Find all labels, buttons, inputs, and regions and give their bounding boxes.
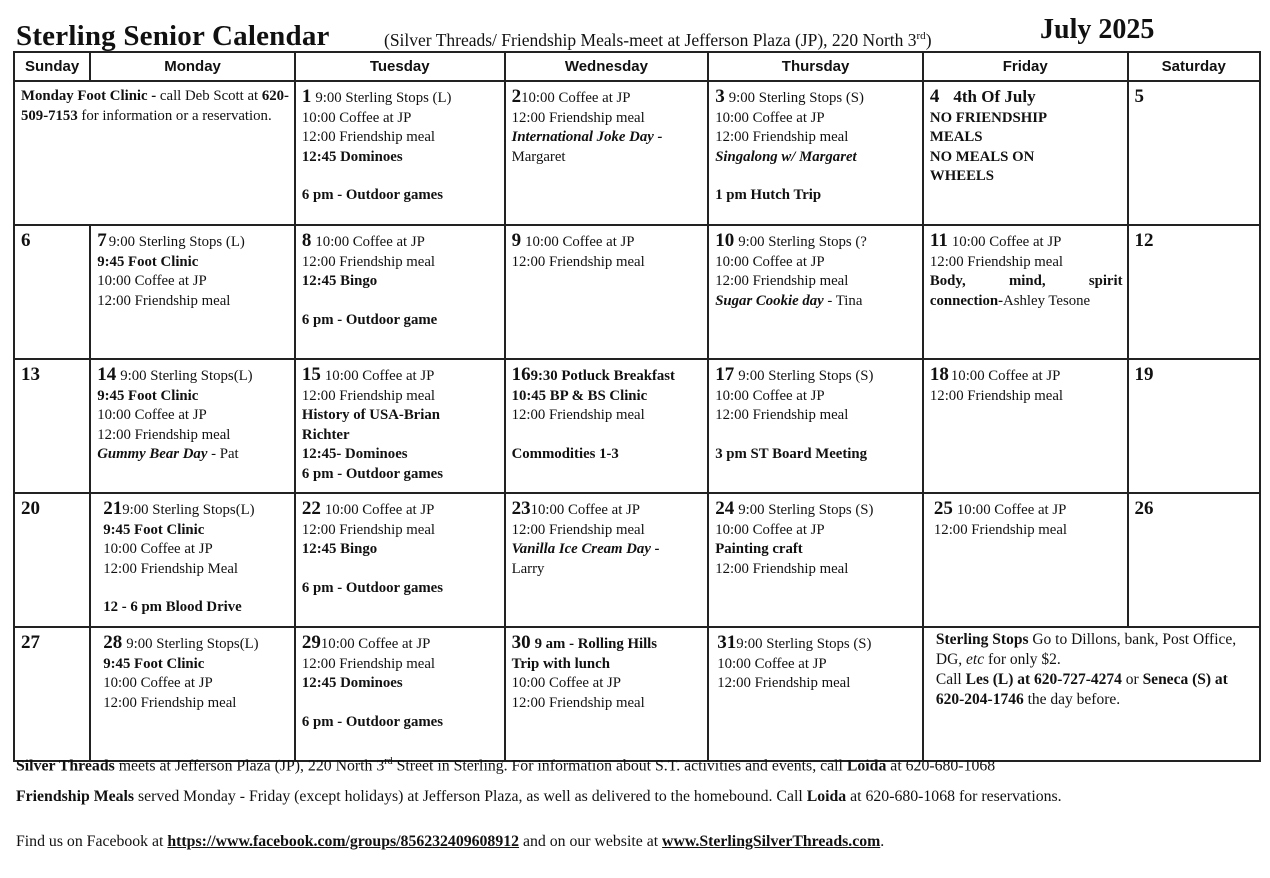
holiday-label: 4th Of July (953, 87, 1036, 106)
info-text: Call (935, 671, 966, 688)
event: 12:00 Friendship Meal (103, 560, 239, 577)
event: 10:00 Coffee at JP (715, 109, 825, 126)
event: Vanilla Ice Cream Day - (511, 541, 660, 557)
day-number: 17 (715, 364, 735, 385)
event: 9 am - Rolling Hills (534, 636, 658, 652)
event: 10:00 Coffee at JP (103, 675, 213, 691)
event: 9:45 Foot Clinic (97, 253, 199, 270)
day-number: 20 (21, 498, 40, 519)
day-cell-13 (14, 359, 90, 493)
event: 10:00 Coffee at JP (715, 387, 825, 404)
day-number: 3 (715, 86, 725, 107)
sterling-stops-info (923, 627, 1260, 761)
day-number: 8 (301, 230, 312, 251)
event: 12:45- Dominoes (301, 446, 408, 462)
day-cell-20 (14, 493, 90, 627)
day-number: 12 (1134, 230, 1154, 251)
event: MEALS (929, 129, 983, 145)
footer-text: at 620-680-1068 (886, 757, 996, 775)
month-title: July 2025 (1040, 14, 1155, 45)
event: 9:00 Sterling Stops(L) (126, 636, 259, 652)
note-text-1: call Deb Scott at (156, 88, 262, 104)
calendar-grid (13, 51, 1261, 762)
day-cell-31 (708, 627, 923, 761)
day-cell-22 (295, 493, 505, 627)
event: 10:00 Coffee at JP (715, 521, 825, 538)
day-cell-25 (923, 493, 1128, 627)
day-cell-28 (90, 627, 295, 761)
day-cell-12 (1128, 225, 1260, 359)
event: 10:00 Coffee at JP (950, 368, 1061, 384)
event: 12:00 Friendship meal (929, 387, 1064, 404)
event: NO FRIENDSHIP (929, 109, 1048, 126)
day-cell-7 (90, 225, 295, 359)
event: 12:00 Friendship meal (511, 521, 645, 538)
day-cell-21 (90, 493, 295, 627)
event: 9:45 Foot Clinic (103, 521, 205, 538)
day-cell-23 (505, 493, 709, 627)
subtitle-text: (Silver Threads/ Friendship Meals-meet at Jefferson Plaza (JP), 220 North 3 (384, 30, 917, 50)
day-number: 30 (511, 632, 531, 653)
event: 12:00 Friendship meal (97, 426, 231, 443)
facebook-link[interactable]: https://www.facebook.com/groups/856232409608912 (167, 833, 520, 850)
day-cell-3 (708, 81, 923, 225)
event: 9:45 Foot Clinic (97, 387, 199, 404)
day-number: 21 (103, 498, 123, 519)
event: 3 pm ST Board Meeting (715, 445, 868, 462)
weekday-tuesday: Tuesday (295, 52, 505, 81)
event: Trip with lunch (511, 655, 610, 672)
event: Sugar Cookie day (715, 292, 824, 309)
day-number: 18 (929, 364, 949, 385)
event: 6 pm - Outdoor games (301, 713, 444, 730)
week-row-2 (14, 225, 1260, 359)
day-number: 16 (511, 364, 531, 385)
footer-text: and on our website at (519, 833, 663, 850)
page-title: Sterling Senior Calendar (16, 20, 330, 52)
day-cell-24 (708, 493, 923, 627)
info-phone-les: Les (L) at 620-727-4274 (965, 671, 1122, 688)
weekday-saturday: Saturday (1128, 52, 1260, 81)
footer-sup: rd (384, 756, 393, 767)
event: 10:00 Coffee at JP (301, 109, 412, 126)
event: 12:00 Friendship meal (301, 387, 436, 404)
event: 10:00 Coffee at JP (315, 234, 425, 250)
event: 9:00 Sterling Stops (S) (738, 502, 874, 518)
event: 12:00 Friendship meal (715, 407, 849, 423)
event: 10:00 Coffee at JP (103, 541, 213, 557)
subtitle-sup: rd (916, 30, 926, 43)
day-cell-4 (923, 81, 1128, 225)
weekday-friday: Friday (923, 52, 1128, 81)
day-cell-5 (1128, 81, 1260, 225)
day-number: 5 (1134, 86, 1145, 107)
event: 9:00 Sterling Stops (L) (108, 234, 245, 250)
day-number: 14 (97, 364, 117, 385)
event: Richter (301, 426, 350, 443)
day-number: 24 (715, 498, 735, 519)
event: connection- (929, 292, 1004, 309)
event: Body, mind, spirit (929, 273, 1123, 289)
day-number: 27 (21, 632, 40, 653)
day-cell-19 (1128, 359, 1260, 493)
note-bold: Monday Foot Clinic - (21, 88, 157, 104)
week-row-3 (14, 359, 1260, 493)
day-number: 10 (715, 230, 735, 251)
event: 10:00 Coffee at JP (951, 234, 1062, 250)
day-cell-17 (708, 359, 923, 493)
event: 12:00 Friendship meal (301, 129, 436, 145)
weekday-thursday: Thursday (708, 52, 923, 81)
day-cell-30 (505, 627, 709, 761)
event-host: - Pat (207, 446, 239, 462)
event: Painting craft (715, 541, 803, 557)
event: Singalong w/ Margaret (715, 148, 857, 165)
event: 10:00 Coffee at JP (511, 675, 622, 691)
weekday-monday: Monday (90, 52, 295, 81)
footer-text: served Monday - Friday (except holidays) at Jefferson Plaza, as well as delivered to the homebound. Call (134, 788, 807, 805)
event: 9:00 Sterling Stops (? (738, 234, 867, 250)
footer-text: at 620-680-1068 for reservations. (846, 788, 1062, 805)
event: 12 - 6 pm Blood Drive (103, 599, 242, 615)
day-cell-8 (295, 225, 505, 359)
info-etc: etc (966, 651, 985, 668)
event: Commodities 1-3 (511, 445, 619, 462)
note-phone: 620- 509-7153 (21, 88, 289, 124)
day-number: 7 (97, 230, 107, 251)
weekday-sunday: Sunday (14, 52, 90, 81)
footer-bold: Loida (806, 788, 847, 805)
footer-bold: Loida (846, 757, 887, 775)
footer-links (16, 833, 884, 851)
day-number: 28 (103, 632, 123, 653)
info-phone-seneca: Seneca (S) at 620-204-1746 (935, 671, 1228, 708)
footer-friendship-meals (16, 788, 1062, 806)
day-cell-18 (923, 359, 1128, 493)
footer-text: . (880, 833, 885, 850)
day-cell-11 (923, 225, 1128, 359)
info-text: for only $2. (984, 651, 1061, 668)
event: 12:00 Friendship meal (715, 273, 849, 289)
day-number: 2 (511, 86, 522, 107)
event: 10:00 Coffee at JP (97, 407, 207, 423)
event: 12:00 Friendship meal (97, 292, 231, 309)
day-number: 1 (301, 86, 312, 107)
event: International Joke Day - (511, 129, 663, 145)
event: 12:00 Friendship meal (511, 694, 645, 711)
event: 10:00 Coffee at JP (324, 368, 435, 384)
day-cell-26 (1128, 493, 1260, 627)
event: 12:00 Friendship meal (301, 521, 436, 538)
day-cell-10 (708, 225, 923, 359)
event: 10:00 Coffee at JP (97, 273, 207, 289)
event: WHEELS (929, 168, 995, 184)
event: 12:00 Friendship meal (717, 675, 851, 691)
day-cell-27 (14, 627, 90, 761)
day-number: 29 (301, 632, 321, 653)
day-number: 23 (511, 498, 531, 519)
event: 9:00 Sterling Stops (S) (738, 368, 874, 384)
day-number: 4 (929, 86, 940, 107)
event: Gummy Bear Day (97, 446, 208, 462)
event: 9:00 Sterling Stops (S) (736, 636, 872, 652)
event: 10:00 Coffee at JP (525, 234, 635, 250)
note-text-2: for information or a reservation. (77, 107, 272, 124)
event-host: Ashley Tesone (1003, 292, 1091, 309)
event: 12:00 Friendship meal (933, 521, 1068, 538)
info-bold: Sterling Stops (935, 631, 1029, 648)
event: 10:00 Coffee at JP (715, 253, 825, 270)
day-number: 15 (301, 364, 321, 385)
day-number: 6 (21, 230, 31, 251)
event: 12:00 Friendship meal (511, 407, 645, 423)
event: 12:45 Dominoes (301, 675, 403, 691)
day-number: 13 (21, 364, 40, 385)
event: 6 pm - Outdoor games (301, 579, 444, 596)
day-cell-14 (90, 359, 295, 493)
day-cell-16 (505, 359, 709, 493)
event: Margaret (511, 148, 566, 165)
day-cell-29 (295, 627, 505, 761)
event: 9:00 Sterling Stops(L) (120, 368, 253, 384)
footer-text: Street in Sterling. For information about S.T. activities and events, call (392, 757, 847, 775)
event: 12:00 Friendship meal (301, 655, 436, 672)
info-text: the day before. (1023, 691, 1121, 708)
calendar-header (16, 14, 1261, 54)
event: 12:00 Friendship meal (929, 253, 1064, 270)
event: Larry (511, 560, 545, 577)
footer-silver-threads (16, 756, 995, 775)
week-row-4 (14, 493, 1260, 627)
day-number: 9 (511, 230, 522, 251)
event: 1 pm Hutch Trip (715, 187, 822, 203)
event: History of USA-Brian (301, 407, 440, 423)
day-cell-9 (505, 225, 709, 359)
foot-clinic-note (14, 81, 295, 225)
day-cell-6 (14, 225, 90, 359)
subtitle-end: ) (925, 30, 932, 50)
day-number: 26 (1134, 498, 1154, 519)
event: 6 pm - Outdoor games (301, 187, 444, 203)
website-link[interactable]: www.SterlingSilverThreads.com (662, 833, 881, 850)
event-host: - Tina (823, 292, 863, 309)
day-cell-2 (505, 81, 709, 225)
event: 12:00 Friendship meal (511, 109, 645, 126)
day-cell-1 (295, 81, 505, 225)
event: NO MEALS ON (929, 148, 1035, 165)
day-cell-15 (295, 359, 505, 493)
event: 9:00 Sterling Stops (L) (315, 90, 452, 106)
event: 10:45 BP & BS Clinic (511, 387, 648, 404)
event: 12:00 Friendship meal (715, 560, 849, 577)
event: 6 pm - Outdoor game (301, 311, 438, 328)
day-number: 19 (1134, 364, 1154, 385)
event: 12:45 Dominoes (301, 148, 403, 165)
event: 10:00 Coffee at JP (530, 502, 641, 518)
day-number: 25 (933, 498, 953, 519)
event: 12:45 Bingo (301, 273, 378, 289)
event: 10:00 Coffee at JP (320, 636, 431, 652)
header-subtitle (384, 30, 932, 51)
event: 12:00 Friendship meal (301, 253, 436, 270)
event: 10:00 Coffee at JP (324, 502, 435, 518)
weekday-header-row (14, 52, 1260, 81)
event: 6 pm - Outdoor games (301, 465, 444, 482)
footer-text: meets at Jefferson Plaza (JP), 220 North 3 (114, 757, 385, 775)
event: 12:00 Friendship meal (103, 694, 237, 711)
event: 10:00 Coffee at JP (521, 90, 631, 106)
event: 12:00 Friendship meal (511, 253, 645, 270)
event: 9:45 Foot Clinic (103, 655, 205, 672)
event: 10:00 Coffee at JP (956, 502, 1067, 518)
event: 10:00 Coffee at JP (717, 655, 827, 672)
footer-text: Find us on Facebook at (16, 833, 168, 850)
info-text: Go to Dillons, bank, Post Office, DG, (935, 631, 1237, 668)
week-row-1 (14, 81, 1260, 225)
footer-bold: Silver Threads (16, 757, 115, 775)
day-number: 31 (717, 632, 737, 653)
week-row-5 (14, 627, 1260, 761)
event: 9:00 Sterling Stops(L) (122, 502, 255, 518)
event: 12:00 Friendship meal (715, 129, 849, 145)
event: 9:30 Potluck Breakfast (530, 368, 675, 384)
weekday-wednesday: Wednesday (505, 52, 709, 81)
event: 9:00 Sterling Stops (S) (728, 90, 864, 106)
footer-bold: Friendship Meals (16, 788, 135, 805)
event: 12:45 Bingo (301, 541, 378, 557)
info-text: or (1121, 671, 1143, 688)
day-number: 22 (301, 498, 321, 519)
day-number: 11 (929, 230, 948, 251)
